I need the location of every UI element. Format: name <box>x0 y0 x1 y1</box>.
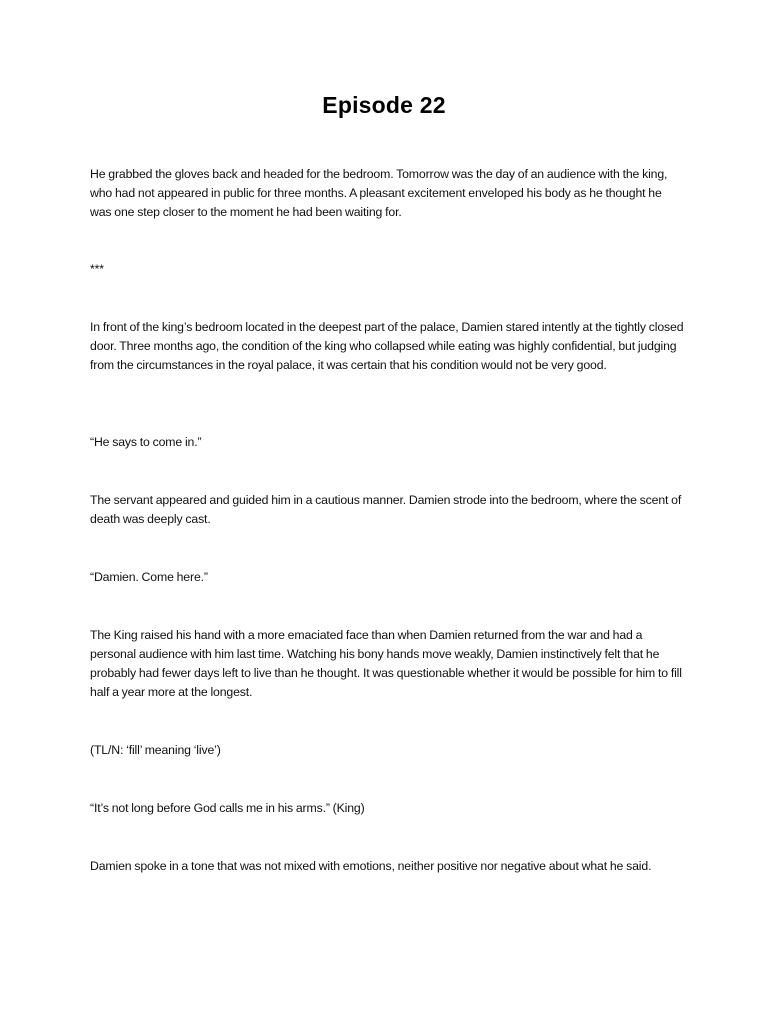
paragraph-4: The King raised his hand with a more emaciated face than when Damien returned from the war and had a personal audience with him last time. Watching his bony hands move weakly, Damien instinctively felt that he probably had fewer days left to live than he thought. It was questionable whether it would be possible for him to fill half a year more at the longest. <box>90 628 682 699</box>
dialogue-2: “Damien. Come here.” <box>90 570 208 584</box>
dialogue-3: “It’s not long before God calls me in his arms.” (King) <box>90 801 365 815</box>
paragraph-5: Damien spoke in a tone that was not mixed with emotions, neither positive nor negative about what he said. <box>90 859 652 873</box>
page-title: Episode 22 <box>322 92 446 118</box>
dialogue-1: “He says to come in.” <box>90 435 202 449</box>
scene-break: *** <box>90 262 104 276</box>
translator-note: (TL/N: ‘fill’ meaning ‘live’) <box>90 743 221 757</box>
paragraph-3: The servant appeared and guided him in a cautious manner. Damien strode into the bedroom, where the scent of death was deeply cast. <box>90 493 682 526</box>
paragraph-2: In front of the king’s bedroom located in the deepest part of the palace, Damien stared intently at the tightly closed door. Three months ago, the condition of the king who collapsed while eating was highly confidential, but judging from the circumstances in the royal palace, it was certain that his condition would not be very good. <box>90 320 684 372</box>
paragraph-1: He grabbed the gloves back and headed for the bedroom. Tomorrow was the day of an audience with the king, who had not appeared in public for three months. A pleasant excitement enveloped his body as he thought he was one step closer to the moment he had been waiting for. <box>90 167 668 219</box>
